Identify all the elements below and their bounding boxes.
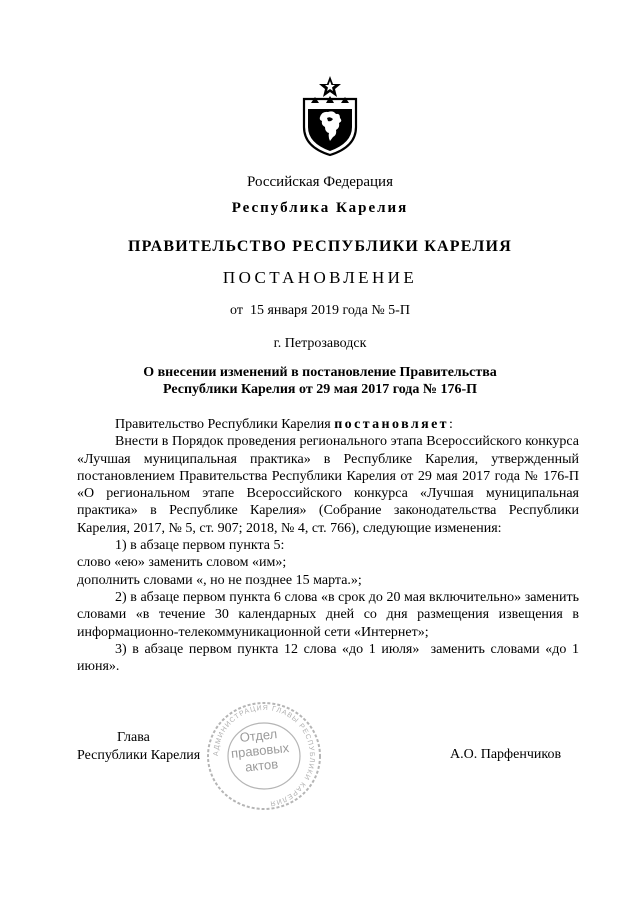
signatory-name: А.О. Парфенчиков [450, 747, 562, 762]
stamp-line-1: Отдел [238, 726, 278, 746]
item-2: 2) в абзаце первом пункта 6 слова «в срок до 20 мая включительно» заменить словами «в течение 30 календарных дней со дня размещения извещения в информационно-телекоммуникационной сети «Интернет»; [77, 589, 579, 640]
paragraph-main: Внести в Порядок проведения регионального этапа Всероссийского конкурса «Лучшая муниципальная практика» в Республике Карелия, утвержденный постановлением Правительства Республики Карелия от 29 мая 2017 года № 176-П «О региональном этапе Всероссийского конкурса «Лучшая муниципальная практика» в Республике Карелия» (Собрание законодательства Республики Карелия, 2017, № 5, ст. 907; 2018, № 4, ст. 766), следующие изменения: [77, 434, 579, 536]
intro-prefix: Правительство Республики Карелия [115, 417, 335, 432]
document-title [0, 364, 640, 398]
signatory-position-line-1: Глава [117, 730, 150, 745]
item-1-b: дополнить словами «, но не позднее 15 марта.»; [77, 572, 362, 588]
country-name: Российская Федерация [247, 174, 393, 190]
intro-paragraph [77, 416, 579, 433]
document-type: ПОСТАНОВЛЕНИЕ [222, 268, 418, 287]
document-body [77, 416, 583, 675]
item-3: 3) в абзаце первом пункта 12 слова «до 1 июля» заменить словами «до 1 июня». [77, 641, 583, 675]
item-1-a: слово «ею» заменить словом «им»; [77, 555, 287, 571]
signatory-position-line-2: Республики Карелия [77, 748, 201, 763]
document-title-line-1: О внесении изменений в постановление Правительства [143, 365, 497, 380]
intro-suffix: : [448, 417, 453, 432]
signatory-position [77, 729, 200, 765]
republic-name: Республика Карелия [231, 200, 409, 216]
government-name: ПРАВИТЕЛЬСТВО РЕСПУБЛИКИ КАРЕЛИЯ [128, 238, 512, 255]
stamp-line-3: актов [244, 756, 279, 775]
document-city: г. Петрозаводск [273, 336, 367, 351]
stamp-ring-text: АДМИНИСТРАЦИЯ ГЛАВЫ РЕСПУБЛИКИ КАРЕЛИЯ [212, 704, 316, 807]
stamp-line-2: правовых [230, 739, 290, 762]
document-title-line-2: Республики Карелия от 29 мая 2017 года № 176-П [162, 382, 478, 397]
document-date-number: от 15 января 2019 года № 5-П [230, 303, 410, 318]
karelia-coat-of-arms-icon [300, 75, 360, 157]
intro-action: постановляет [334, 417, 449, 432]
item-1: 1) в абзаце первом пункта 5: [115, 538, 285, 554]
